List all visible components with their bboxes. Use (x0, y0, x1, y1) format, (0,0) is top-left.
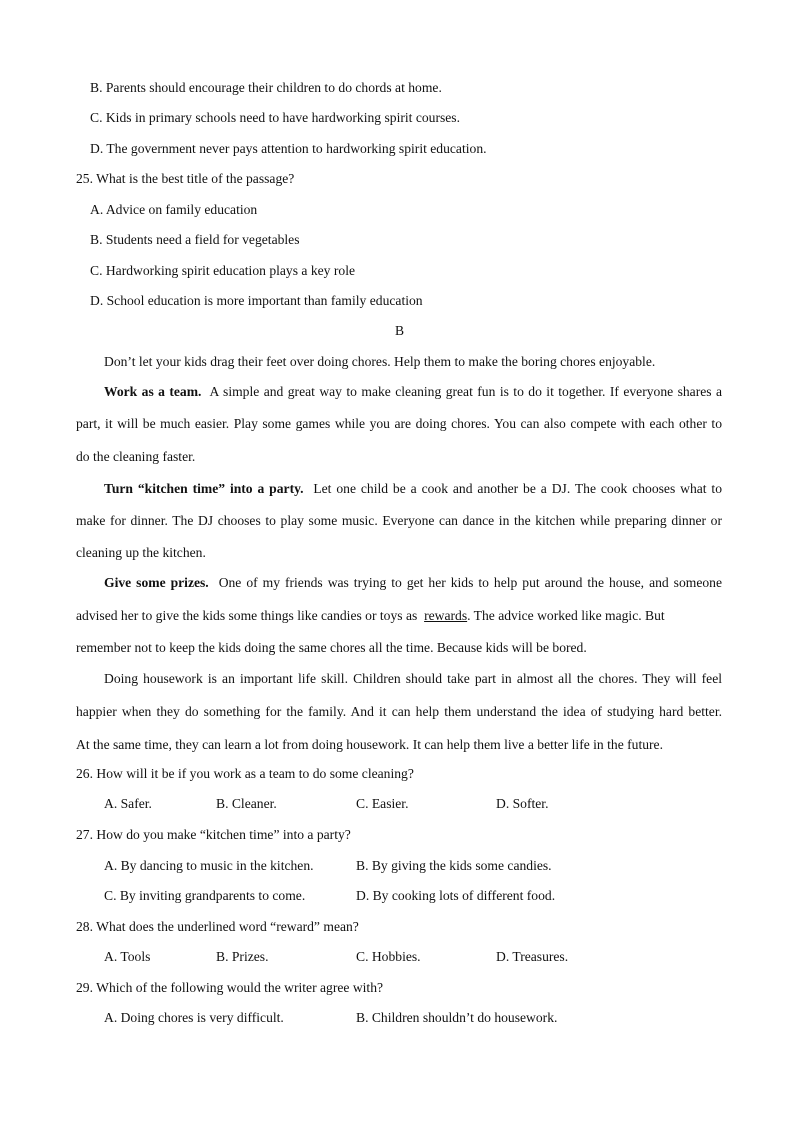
paragraph-1-line-3: do the cleaning faster. (76, 449, 196, 464)
paragraph-4-line-3: At the same time, they can learn a lot from doing housework. It can help them live a better life in the future. (76, 737, 663, 752)
q26-option-c: C. Easier. (356, 796, 409, 811)
paragraph-3-line-1 (104, 575, 722, 591)
underlined-word-rewards: rewards (424, 608, 468, 623)
q26-option-a: A. Safer. (104, 796, 152, 811)
q25-option-d: D. School education is more important than family education (90, 293, 423, 308)
paragraph-1-line-2: part, it will be much easier. Play some games while you are doing chores. You can also compete with each other to (76, 416, 722, 431)
paragraph-4-line-2: happier when they do something for the family. And it can help them understand the idea of studying hard better. (76, 704, 722, 719)
q27-option-b: B. By giving the kids some candies. (356, 858, 552, 873)
q27-option-c: C. By inviting grandparents to come. (104, 888, 306, 903)
q28-option-d: D. Treasures. (496, 949, 569, 964)
paragraph-2-text: Let one child be a cook and another be a DJ. The cook chooses what to (313, 481, 723, 496)
q26-stem: 26. How will it be if you work as a team to do some cleaning? (76, 766, 414, 781)
q29-stem: 29. Which of the following would the writer agree with? (76, 980, 384, 995)
q25-stem: 25. What is the best title of the passage? (76, 171, 295, 186)
paragraph-4-line-1: Doing housework is an important life skill. Children should take part in almost all the chores. They will feel (104, 671, 722, 686)
q25-option-a: A. Advice on family education (90, 202, 258, 217)
paragraph-3-post: . The advice worked like magic. But (467, 608, 665, 623)
paragraph-3-line-3: remember not to keep the kids doing the same chores all the time. Because kids will be bored. (76, 640, 587, 655)
paragraph-3-pre: advised her to give the kids some things like candies or toys as (76, 608, 418, 623)
q28-option-a: A. Tools (104, 949, 151, 964)
paragraph-1-line-1 (104, 384, 722, 400)
paragraph-2-line-2: make for dinner. The DJ chooses to play some music. Everyone can dance in the kitchen while preparing dinner or (76, 513, 722, 528)
passage-intro: Don’t let your kids drag their feet over doing chores. Help them to make the boring chores enjoyable. (104, 354, 656, 369)
paragraph-2-line-1 (104, 481, 722, 497)
q28-stem: 28. What does the underlined word “reward” mean? (76, 919, 359, 934)
q25-option-b: B. Students need a field for vegetables (90, 232, 300, 247)
paragraph-2-heading: Turn “kitchen time” into a party. (104, 481, 304, 496)
q26-option-b: B. Cleaner. (216, 796, 277, 811)
paragraph-3-line-2 (76, 608, 722, 624)
q26-option-d: D. Softer. (496, 796, 549, 811)
paragraph-3-heading: Give some prizes. (104, 575, 209, 590)
paragraph-1-text: A simple and great way to make cleaning great fun is to do it together. If everyone shares a (209, 384, 722, 399)
q27-option-d: D. By cooking lots of different food. (356, 888, 556, 903)
paragraph-1-heading: Work as a team. (104, 384, 202, 399)
q29-option-b: B. Children shouldn’t do housework. (356, 1010, 558, 1025)
q29-option-a: A. Doing chores is very difficult. (104, 1010, 284, 1025)
q24-option-d: D. The government never pays attention to hardworking spirit education. (90, 141, 487, 156)
q28-option-b: B. Prizes. (216, 949, 269, 964)
q27-option-a: A. By dancing to music in the kitchen. (104, 858, 314, 873)
section-label: B (395, 323, 405, 338)
q25-option-c: C. Hardworking spirit education plays a key role (90, 263, 356, 278)
q27-stem: 27. How do you make “kitchen time” into a party? (76, 827, 351, 842)
paragraph-2-line-3: cleaning up the kitchen. (76, 545, 206, 560)
q28-option-c: C. Hobbies. (356, 949, 421, 964)
paragraph-3-text: One of my friends was trying to get her kids to help put around the house, and someone (218, 575, 722, 590)
q24-option-c: C. Kids in primary schools need to have hardworking spirit courses. (90, 110, 460, 125)
q24-option-b: B. Parents should encourage their children to do chords at home. (90, 80, 442, 95)
